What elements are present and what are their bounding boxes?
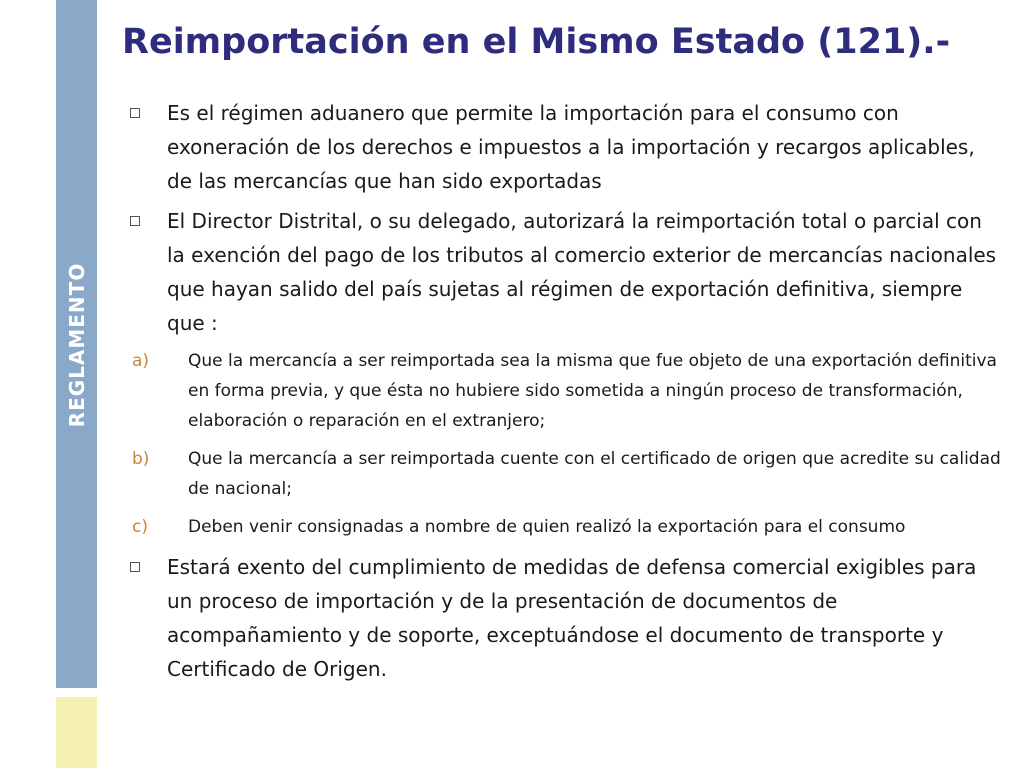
sub-item-text: Que la mercancía a ser reimportada sea la misma que fue objeto de una exportación definitiva en forma previa, y que ésta no hubiere sido sometida a ningún proceso de transformación, elaboración o reparación en el extranjero; [188,351,997,431]
side-label-text: REGLAMENTO [64,262,89,427]
sub-item [122,444,1002,504]
slide-content [122,96,1002,692]
side-bar-accent [56,697,97,768]
bullet-text: Es el régimen aduanero que permite la importación para el consumo con exoneración de los derechos e impuestos a la importación y recargos aplicables, de las mercancías que han sido exportadas [167,101,975,193]
sub-item-letter: c) [132,517,148,537]
sub-item-letter: a) [132,351,150,371]
sub-item-letter: b) [132,449,150,469]
sub-item [122,346,1002,436]
sub-item-text: Deben venir consignadas a nombre de quien realizó la exportación para el consumo [188,517,906,537]
side-label [56,242,97,447]
sub-item [122,512,1002,542]
bullet-item [122,550,1002,686]
bullet-item [122,96,1002,198]
bullet-item [122,204,1002,340]
square-bullet-icon [130,108,140,118]
bullet-text: El Director Distrital, o su delegado, autorizará la reimportación total o parcial con la exención del pago de los tributos al comercio exterior de mercancías nacionales que hayan salido del país sujetas al régimen de exportación definitiva, siempre que : [167,209,997,335]
bullet-text: Estará exento del cumplimiento de medidas de defensa comercial exigibles para un proceso de importación y de la presentación de documentos de acompañamiento y de soporte, exceptuándose el documento de transporte y Certificado de Origen. [167,555,977,681]
sub-item-text: Que la mercancía a ser reimportada cuente con el certificado de origen que acredite su calidad de nacional; [188,449,1001,499]
slide-title: Reimportación en el Mismo Estado (121).- [122,22,951,62]
square-bullet-icon [130,216,140,226]
sub-list [122,346,1002,542]
square-bullet-icon [130,562,140,572]
